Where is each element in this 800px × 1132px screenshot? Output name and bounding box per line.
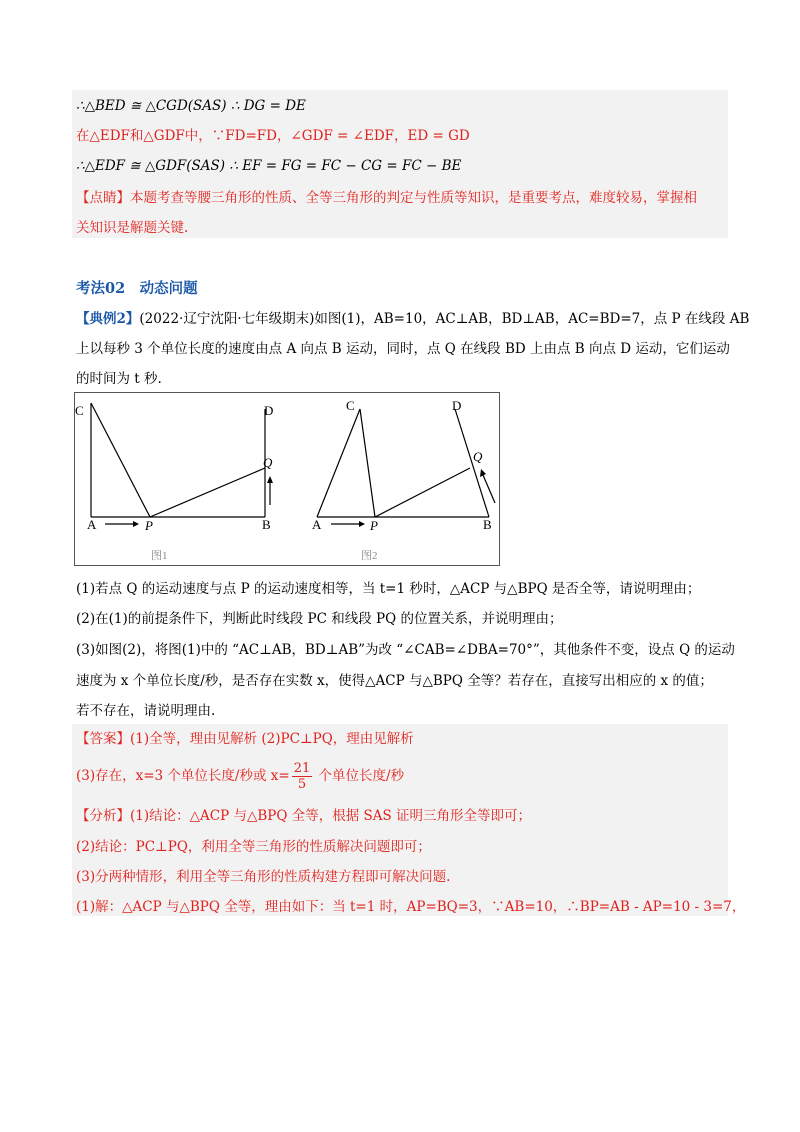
question-1: (1)若点 Q 的运动速度与点 P 的运动速度相等，当 t=1 秒时，△ACP 与△BPQ 是否全等，请说明理由； xyxy=(76,581,701,597)
figure-svg xyxy=(75,393,499,565)
example-line-2: 上以每秒 3 个单位长度的速度由点 A 向点 B 运动，同时，点 Q 在线段 BD 上由点 B 向点 D 运动，它们运动 xyxy=(76,341,730,357)
analysis-line-1 xyxy=(76,807,531,825)
answer-line-1 xyxy=(76,730,414,748)
fraction-numerator: 21 xyxy=(293,761,311,776)
proof-line-3: ∴△EDF ≅ △GDF(SAS) ∴ EF = FG = FC − CG = FC − BE xyxy=(76,158,462,174)
analysis-line-2: (2)结论：PC⊥PQ，利用全等三角形的性质解决问题即可； xyxy=(76,839,431,855)
analysis-line-3: (3)分两种情形，利用全等三角形的性质构建方程即可解决问题. xyxy=(76,869,451,885)
answer-tag: 【答案】 xyxy=(76,731,130,747)
example-tag: 【典例2】 xyxy=(76,311,140,327)
figure-1 xyxy=(75,403,273,562)
label-C-fig2: C xyxy=(346,398,355,413)
comment-text-1: 本题考查等腰三角形的性质、全等三角形的判定与性质等知识，是重要考点，难度较易，掌握相 xyxy=(130,190,697,206)
question-2: (2)在(1)的前提条件下，判断此时线段 PC 和线段 PQ 的位置关系，并说明理由； xyxy=(76,611,563,627)
answer-text-1: (1)全等，理由见解析 (2)PC⊥PQ，理由见解析 xyxy=(130,731,414,747)
segment-PQ-fig2 xyxy=(375,468,470,517)
segment-CP-fig2 xyxy=(360,409,375,517)
caption-fig1: 图1 xyxy=(151,550,168,562)
fraction-denominator: 5 xyxy=(297,777,307,792)
label-A-fig2: A xyxy=(312,517,322,532)
label-P-fig2: P xyxy=(370,518,378,533)
example-text-1: (2022·辽宁沈阳·七年级期末)如图(1)，AB=10，AC⊥AB，BD⊥AB，AC=BD=7，点 P 在线段 AB xyxy=(139,311,750,327)
section-title: 考法02 动态问题 xyxy=(76,280,198,297)
arrowhead-P-fig1 xyxy=(133,521,139,527)
segment-PQ-fig1 xyxy=(150,468,265,517)
label-B-fig1: B xyxy=(262,517,271,532)
label-D-fig2: D xyxy=(452,398,462,413)
label-A-fig1: A xyxy=(87,517,97,532)
answer-line-2 xyxy=(76,760,404,792)
label-P-fig1: P xyxy=(145,518,153,533)
question-3-line-3: 若不存在，请说明理由. xyxy=(76,703,216,719)
proof-line-2: 在△EDF和△GDF中，∵FD=FD，∠GDF = ∠EDF，ED = GD xyxy=(76,128,470,144)
example-line-1 xyxy=(76,310,749,328)
figure-2 xyxy=(312,398,495,562)
arrowhead-P-fig2 xyxy=(359,521,365,527)
example-line-3: 的时间为 t 秒. xyxy=(76,371,162,387)
segment-BD-fig2 xyxy=(455,409,489,517)
comment-line-2: 关知识是解题关键. xyxy=(76,220,189,236)
caption-fig2: 图2 xyxy=(361,550,378,562)
analysis-text-1: (1)结论：△ACP 与△BPQ 全等，根据 SAS 证明三角形全等即可； xyxy=(130,808,532,824)
question-3-line-2: 速度为 x 个单位长度/秒，是否存在实数 x，使得△ACP 与△BPQ 全等？若存在，直接写出相应的 x 的值； xyxy=(76,673,713,689)
answer-fraction xyxy=(292,761,313,792)
label-C-fig1: C xyxy=(75,403,84,418)
segment-AC-fig2 xyxy=(317,409,360,517)
label-B-fig2: B xyxy=(483,517,492,532)
comment-tag: 【点睛】 xyxy=(76,190,130,206)
answer-text-2-suffix: 个单位长度/秒 xyxy=(314,768,405,784)
analysis-tag: 【分析】 xyxy=(76,808,130,824)
answer-text-2-prefix: (3)存在，x=3 个单位长度/秒或 x= xyxy=(76,768,290,784)
label-Q-fig1: Q xyxy=(263,455,273,470)
arrowhead-Q-fig1 xyxy=(267,476,273,483)
label-Q-fig2: Q xyxy=(473,449,483,464)
analysis-line-4: (1)解：△ACP 与△BPQ 全等，理由如下：当 t=1 时，AP=BQ=3，∵AB=10，∴BP=AB - AP=10 - 3=7， xyxy=(76,899,746,915)
figure-panel xyxy=(74,392,500,566)
segment-CP-fig1 xyxy=(91,403,150,517)
comment-line-1 xyxy=(76,189,697,207)
arrow-Q-fig2 xyxy=(483,475,495,503)
label-D-fig1: D xyxy=(264,403,274,418)
question-3-line-1: (3)如图(2)，将图(1)中的 “AC⊥AB，BD⊥AB”为改 “∠CAB=∠DBA=70°”，其他条件不变，设点 Q 的运动 xyxy=(76,642,735,658)
proof-line-1: ∴△BED ≅ △CGD(SAS) ∴ DG = DE xyxy=(76,98,306,114)
